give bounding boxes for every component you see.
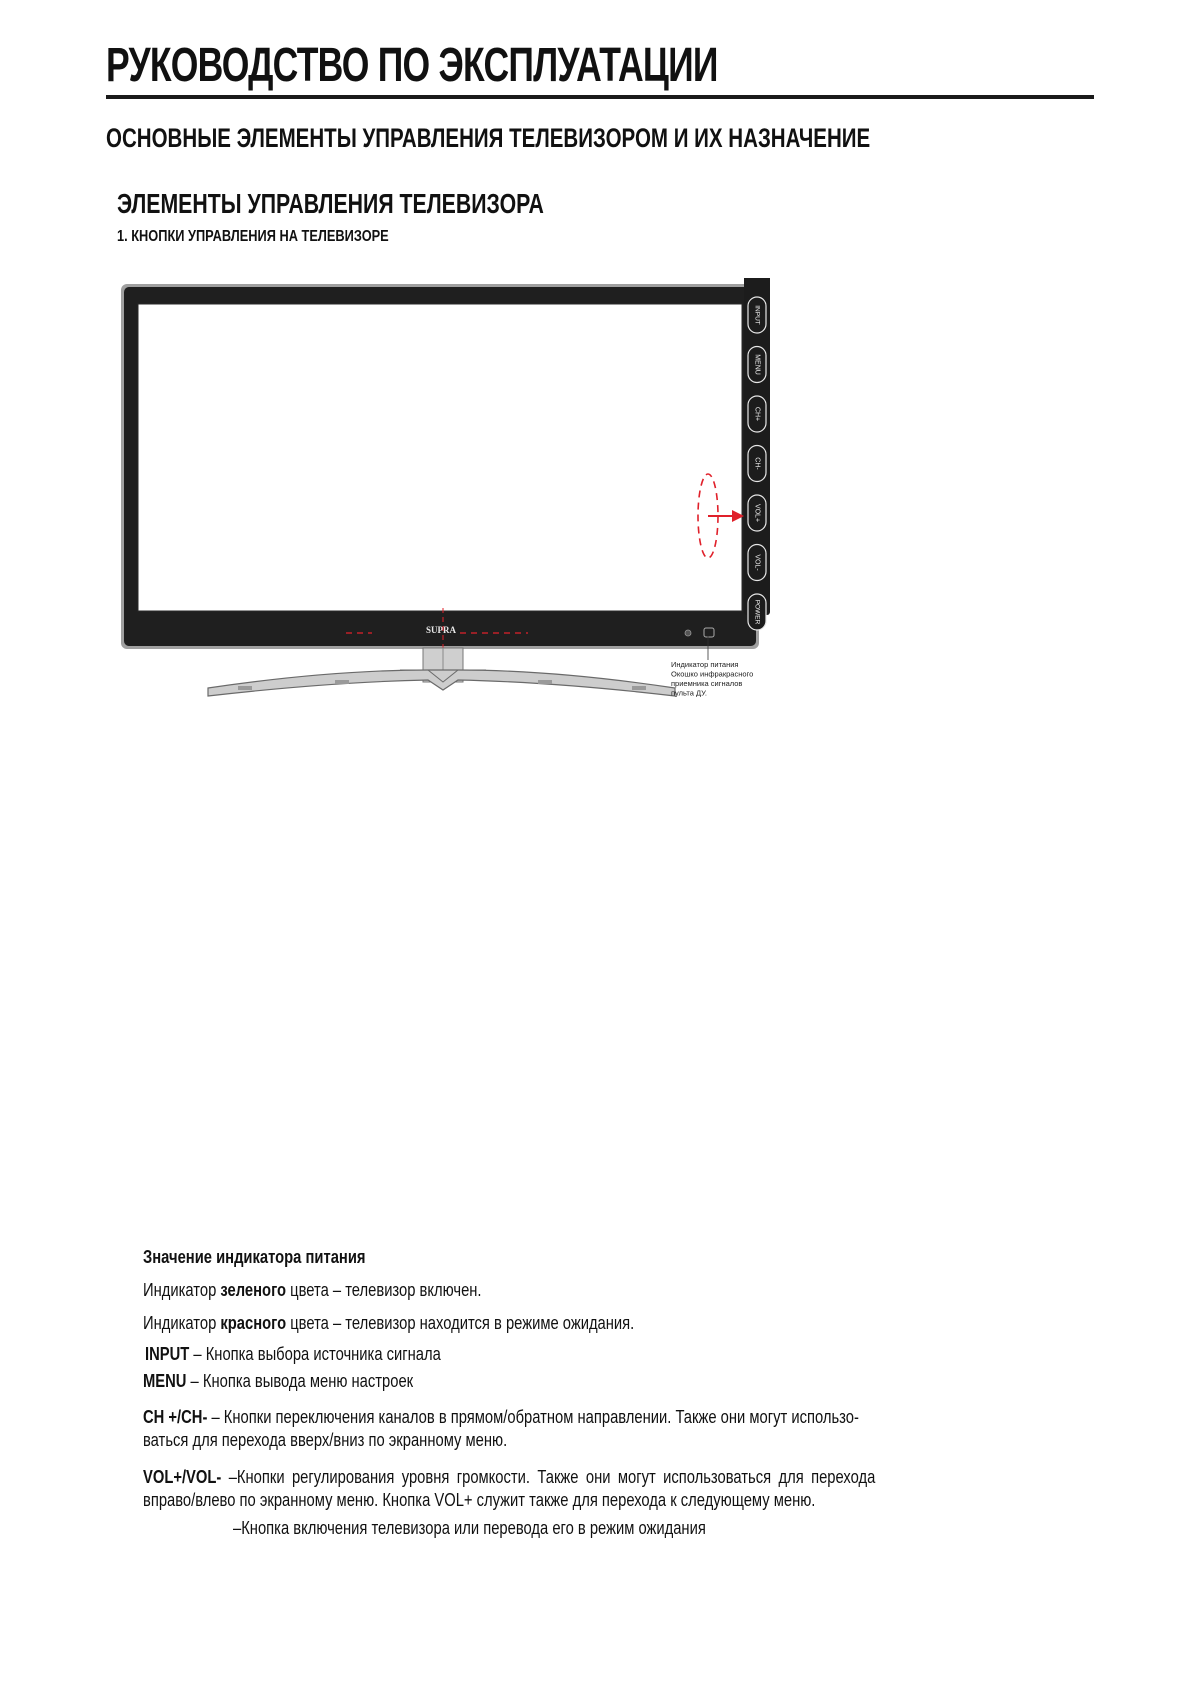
indicator-caption-line: Индикатор питания bbox=[671, 660, 739, 669]
stand-foot-left bbox=[238, 686, 252, 690]
panel-button-label: POWER bbox=[753, 599, 761, 625]
input-desc: – Кнопка выбора источника сигнала bbox=[189, 1344, 441, 1364]
title-rule bbox=[106, 95, 1094, 99]
tv-brand-logo: SUPRA bbox=[425, 625, 457, 635]
input-description bbox=[145, 1344, 441, 1365]
section-title: ОСНОВНЫЕ ЭЛЕМЕНТЫ УПРАВЛЕНИЯ ТЕЛЕВИЗОРОМ И ИХ НАЗНАЧЕНИЕ bbox=[106, 123, 871, 153]
panel-button-ch-minusplus bbox=[748, 396, 766, 432]
menu-desc: – Кнопка вывода меню настроек bbox=[186, 1371, 414, 1391]
green-prefix: Индикатор bbox=[143, 1280, 221, 1300]
tv-illustration bbox=[121, 284, 759, 686]
indicator-caption-line: пульта ДУ. bbox=[671, 688, 707, 698]
subsection-title: ЭЛЕМЕНТЫ УПРАВЛЕНИЯ ТЕЛЕВИЗОРА bbox=[117, 188, 544, 219]
panel-button-label: VOL- bbox=[753, 554, 761, 571]
vol-desc-line1: –Кнопки регулирования уровня громкости. Также они могут использоваться для перехода bbox=[221, 1467, 876, 1487]
tv-stand bbox=[208, 648, 675, 696]
stand-foot-left-inner bbox=[335, 680, 349, 684]
panel-button-ch-minus bbox=[748, 446, 766, 482]
vol-label: VOL+/VOL- bbox=[143, 1467, 222, 1487]
menu-label: MENU bbox=[143, 1371, 187, 1391]
indicator-caption-line: Окошко инфракрасного bbox=[671, 669, 754, 679]
input-label: INPUT bbox=[145, 1344, 190, 1364]
subsection-item-title: 1. КНОПКИ УПРАВЛЕНИЯ НА ТЕЛЕВИЗОРЕ bbox=[117, 228, 389, 245]
power-indicator-led bbox=[685, 630, 691, 636]
panel-button-label: CH- bbox=[753, 457, 761, 470]
channel-description bbox=[143, 1407, 859, 1451]
indicator-caption bbox=[671, 660, 753, 698]
indicator-caption-line: приемника сигналов bbox=[671, 679, 743, 688]
panel-button-vol-minusplus bbox=[748, 495, 766, 531]
panel-button-vol-minus bbox=[748, 545, 766, 581]
red-prefix: Индикатор bbox=[143, 1313, 221, 1333]
red-suffix: цвета – телевизор находится в режиме ожидания. bbox=[286, 1313, 635, 1333]
panel-button-label: INPUT bbox=[753, 305, 761, 325]
power-description: –Кнопка включения телевизора или перевода его в режим ожидания bbox=[233, 1518, 706, 1538]
ch-desc-line1: – Кнопки переключения каналов в прямом/обратном направлении. Также они могут использо- bbox=[207, 1407, 859, 1427]
panel-button-label: VOL+ bbox=[753, 503, 761, 523]
ch-desc-line2: ваться для перехода вверх/вниз по экранному меню. bbox=[143, 1430, 508, 1450]
volume-description bbox=[143, 1467, 875, 1511]
side-button-panel bbox=[744, 278, 770, 630]
page-title: РУКОВОДСТВО ПО ЭКСПЛУАТАЦИИ bbox=[106, 39, 718, 92]
green-word: зеленого bbox=[220, 1280, 287, 1300]
vol-desc-line2: вправо/влево по экранному меню. Кнопка VOL+ служит также для перехода к следующему меню. bbox=[143, 1490, 816, 1510]
indicator-heading-text: Значение индикатора питания bbox=[143, 1247, 366, 1267]
green-suffix: цвета – телевизор включен. bbox=[286, 1280, 482, 1300]
stand-foot-right-inner bbox=[538, 680, 552, 684]
panel-button-input bbox=[748, 297, 766, 333]
red-word: красного bbox=[220, 1313, 287, 1333]
stand-base bbox=[208, 670, 675, 696]
ch-label: CH +/CH- bbox=[143, 1407, 208, 1427]
indicator-red-line bbox=[143, 1313, 634, 1334]
indicator-green-line bbox=[143, 1280, 482, 1301]
panel-button-menu bbox=[748, 347, 766, 383]
stand-foot-right bbox=[632, 686, 646, 690]
panel-button-label: MENU bbox=[753, 354, 761, 375]
indicator-heading bbox=[143, 1247, 366, 1268]
tv-screen bbox=[138, 304, 742, 611]
tv-controls-diagram bbox=[110, 278, 840, 738]
menu-description bbox=[143, 1371, 413, 1392]
panel-button-label: CH+ bbox=[753, 406, 761, 422]
panel-button-power bbox=[748, 594, 766, 630]
